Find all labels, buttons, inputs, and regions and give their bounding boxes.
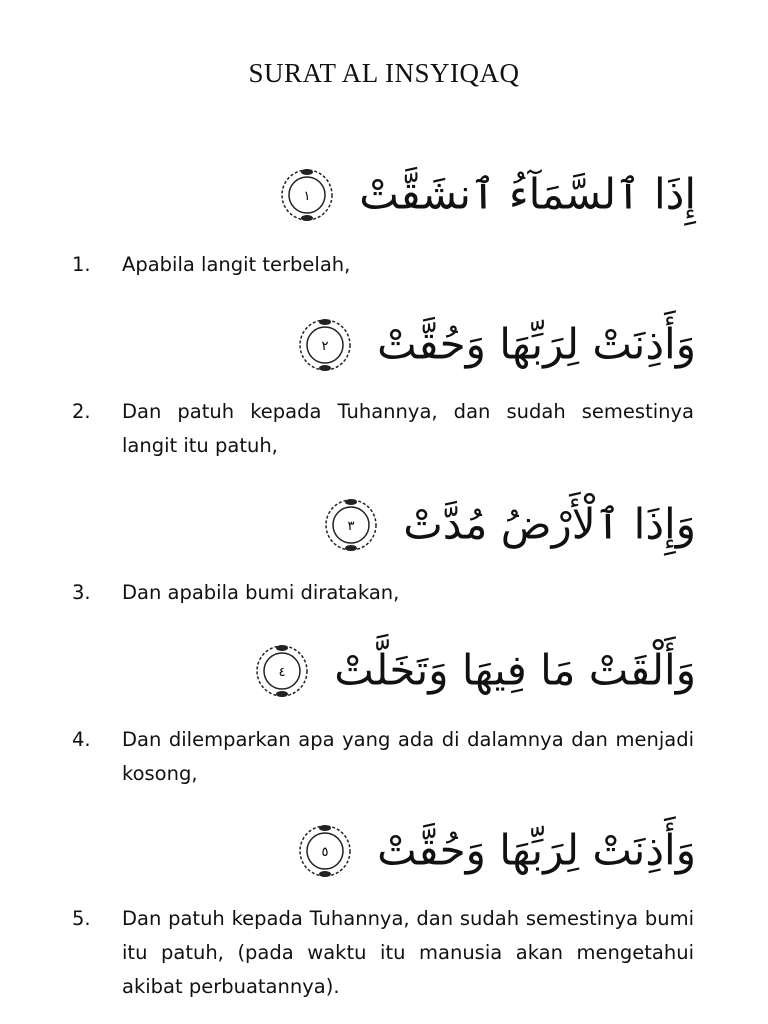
translation-5 bbox=[72, 902, 694, 1004]
translation-number: 3. bbox=[72, 581, 91, 604]
verse-number: ١ bbox=[303, 188, 311, 204]
verse-end-marker-icon bbox=[296, 822, 354, 880]
arabic-text: وَأَذِنَتْ لِرَبِّهَا وَحُقَّتْ bbox=[377, 825, 696, 875]
page-title: SURAT AL INSYIQAQ bbox=[248, 58, 520, 88]
translation-number: 2. bbox=[72, 400, 91, 423]
verse-end-marker-icon bbox=[296, 316, 354, 374]
translation-text: Apabila langit terbelah, bbox=[122, 253, 351, 276]
arabic-text: وَأَذِنَتْ لِرَبِّهَا وَحُقَّتْ bbox=[377, 319, 696, 369]
arabic-verse-5 bbox=[136, 808, 696, 888]
translation-text: Dan patuh kepada Tuhannya, dan sudah semestinya langit itu patuh, bbox=[122, 400, 694, 457]
verse-number: ٣ bbox=[347, 518, 355, 534]
translation-1 bbox=[72, 248, 694, 282]
arabic-verse-2 bbox=[136, 302, 696, 382]
translation-number: 1. bbox=[72, 253, 91, 276]
translation-text: Dan patuh kepada Tuhannya, dan sudah semestinya bumi itu patuh, (pada waktu itu manusia akan mengetahui akibat perbuatannya). bbox=[122, 907, 694, 998]
arabic-text: وَأَلْقَتْ مَا فِيهَا وَتَخَلَّتْ bbox=[334, 645, 696, 695]
translation-number: 5. bbox=[72, 907, 91, 930]
translation-text: Dan dilemparkan apa yang ada di dalamnya dan menjadi kosong, bbox=[122, 728, 694, 785]
translation-3 bbox=[72, 576, 694, 610]
verse-number: ٤ bbox=[278, 664, 286, 680]
arabic-text: إِذَا ٱلسَّمَآءُ ٱنشَقَّتْ bbox=[359, 169, 696, 219]
verse-end-marker-icon bbox=[322, 496, 380, 554]
verse-number: ٥ bbox=[321, 844, 329, 860]
arabic-verse-4 bbox=[136, 628, 696, 708]
arabic-verse-3 bbox=[136, 482, 696, 562]
arabic-verse-1 bbox=[136, 152, 696, 232]
translation-number: 4. bbox=[72, 728, 91, 751]
translation-2 bbox=[72, 395, 694, 463]
arabic-text: وَإِذَا ٱلْأَرْضُ مُدَّتْ bbox=[403, 499, 696, 549]
translation-4 bbox=[72, 723, 694, 791]
verse-number: ٢ bbox=[321, 338, 329, 354]
verse-end-marker-icon bbox=[253, 642, 311, 700]
translation-text: Dan apabila bumi diratakan, bbox=[122, 581, 400, 604]
verse-end-marker-icon bbox=[278, 166, 336, 224]
